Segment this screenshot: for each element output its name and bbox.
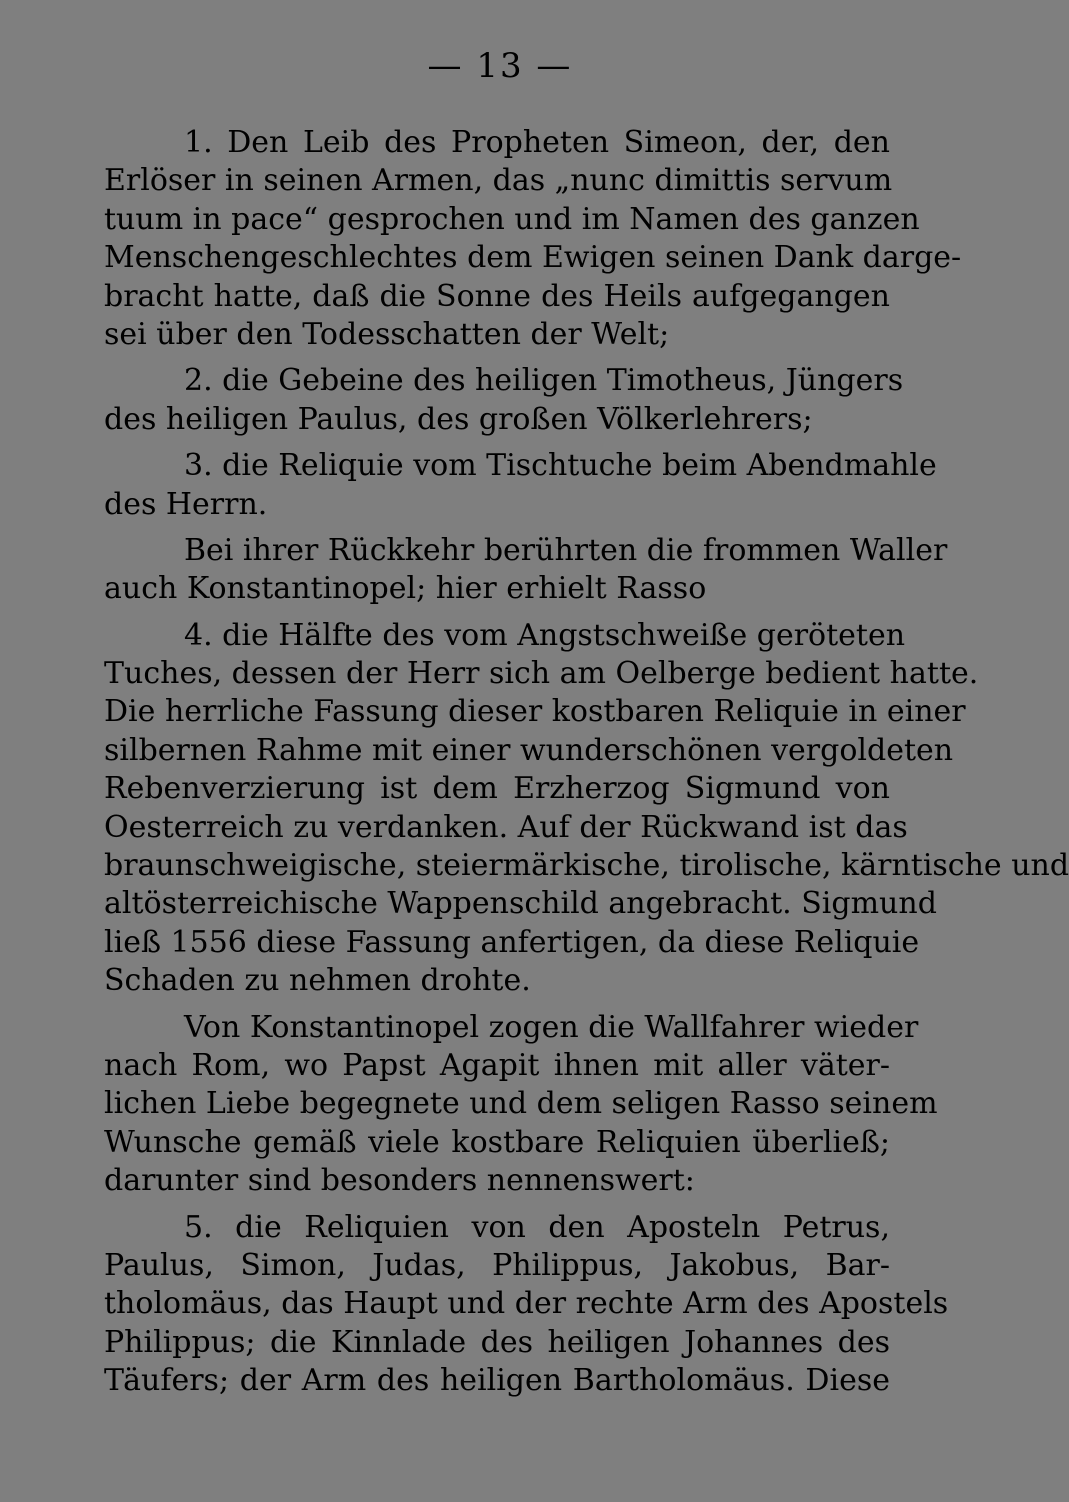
text-line: Tuches, dessen der Herr sich am Oelberge bedient hatte. [104, 656, 979, 692]
paragraph-return-journey [104, 532, 948, 609]
body-text [104, 124, 1069, 1409]
text-line: darunter sind besonders nennenswert: [104, 1163, 695, 1199]
text-line: 4. die Hälfte des vom Angstschweiße geröteten [184, 617, 906, 653]
text-line: braunschweigische, steiermärkische, tirolische, kärntische und [104, 848, 1069, 884]
text-line: ließ 1556 diese Fassung anfertigen, da diese Reliquie [104, 924, 920, 960]
text-line: lichen Liebe begegnete und dem seligen Rasso seinem [104, 1086, 938, 1122]
text-line: 2. die Gebeine des heiligen Timotheus, Jüngers [184, 363, 904, 399]
text-line: des heiligen Paulus, des großen Völkerlehrers; [104, 401, 813, 437]
text-line: Paulus, Simon, Judas, Philippus, Jakobus, Bar- [104, 1247, 890, 1283]
text-line: tholomäus, das Haupt und der rechte Arm des Apostels [104, 1286, 949, 1322]
text-line: altösterreichische Wappenschild angebracht. Sigmund [104, 886, 937, 922]
text-line: des Herrn. [104, 486, 268, 522]
page-number: — 13 — [427, 46, 573, 86]
text-line: nach Rom, wo Papst Agapit ihnen mit aller väter- [104, 1047, 890, 1083]
text-line: 5. die Reliquien von den Aposteln Petrus, [184, 1209, 890, 1245]
text-line: 1. Den Leib des Propheten Simeon, der, den [184, 125, 890, 160]
text-line: Erlöser in seinen Armen, das „nunc dimittis servum [104, 163, 893, 199]
text-line: Bei ihrer Rückkehr berührten die frommen Waller [184, 532, 948, 568]
paragraph-item-2 [104, 362, 904, 439]
paragraph-rome [104, 1009, 938, 1201]
text-line: Philippus; die Kinnlade des heiligen Johannes des [104, 1324, 890, 1360]
text-line: Die herrliche Fassung dieser kostbaren Reliquie in einer [104, 694, 966, 730]
text-line: Von Konstantinopel zogen die Wallfahrer wieder [184, 1009, 919, 1045]
paragraph-item-4 [104, 617, 1069, 1001]
paragraph-item-3 [104, 447, 937, 524]
text-line: sei über den Todesschatten der Welt; [104, 316, 670, 352]
text-line: Rebenverzierung ist dem Erzherzog Sigmund von [104, 771, 890, 807]
text-line: silbernen Rahme mit einer wunderschönen vergoldeten [104, 732, 954, 768]
text-line: Oesterreich zu verdanken. Auf der Rückwand ist das [104, 809, 908, 845]
text-line: Schaden zu nehmen drohte. [104, 963, 531, 999]
paragraph-item-1 [104, 124, 962, 354]
text-line: bracht hatte, daß die Sonne des Heils aufgegangen [104, 278, 890, 314]
paragraph-item-5 [104, 1209, 949, 1401]
text-line: 3. die Reliquie vom Tischtuche beim Abendmahle [184, 448, 937, 484]
text-line: Täufers; der Arm des heiligen Bartholomäus. Diese [104, 1363, 890, 1399]
text-line: tuum in pace“ gesprochen und im Namen des ganzen [104, 201, 920, 237]
text-line: Menschengeschlechtes dem Ewigen seinen Dank darge- [104, 240, 962, 276]
text-line: auch Konstantinopel; hier erhielt Rasso [104, 571, 707, 607]
text-line: Wunsche gemäß viele kostbare Reliquien überließ; [104, 1124, 890, 1160]
